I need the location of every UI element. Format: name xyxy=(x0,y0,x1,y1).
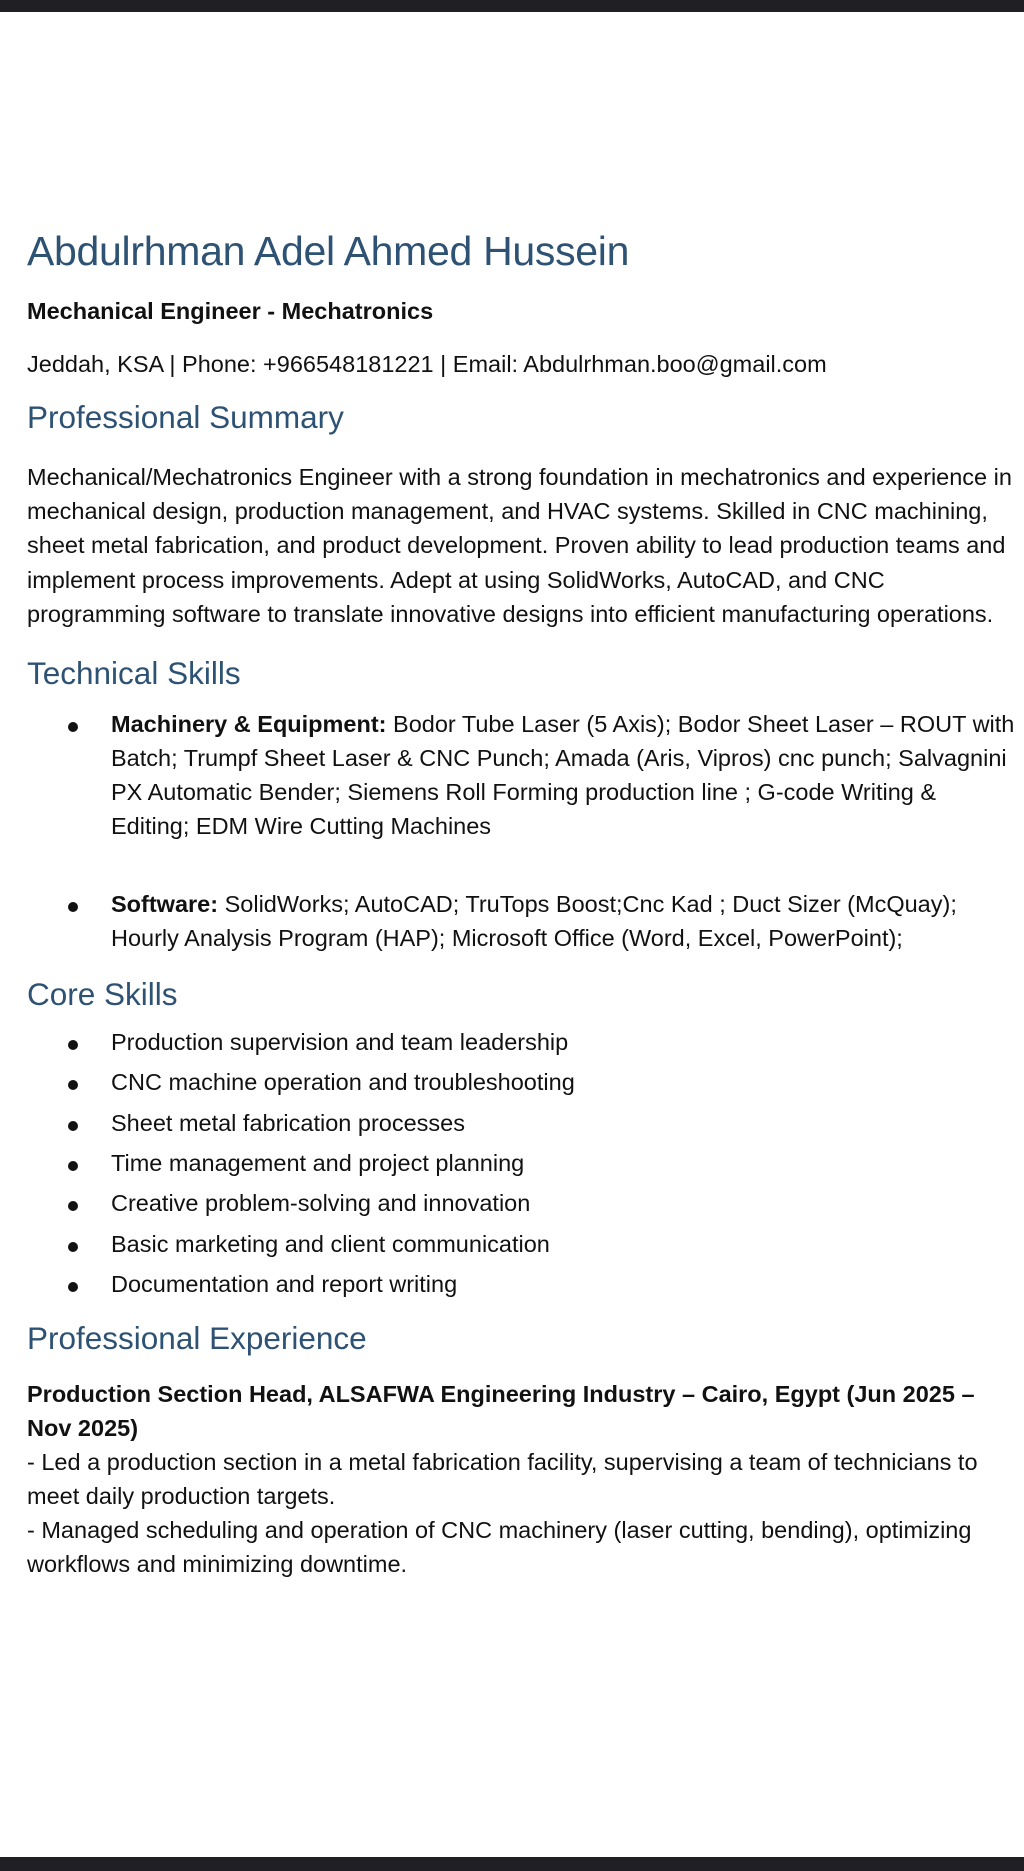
bullet-icon xyxy=(68,722,78,732)
core-skill-item xyxy=(27,1183,1017,1223)
core-skill-item xyxy=(27,1022,1017,1062)
technical-skill-text: Bodor Tube Laser (5 Axis); Bodor Sheet Laser – ROUT with Batch; Trumpf Sheet Laser & CNC Punch; Amada (Aris, Vipros) cnc punch; Salvagnini PX Automatic Bender; Siemens Roll Forming production line ; G-code Writing & Editing; EDM Wire Cutting Machines xyxy=(111,711,1015,840)
core-skill-text: CNC machine operation and troubleshooting xyxy=(111,1069,575,1096)
experience-bullet: - Managed scheduling and operation of CNC machinery (laser cutting, bending), optimizing workflows and minimizing downtime. xyxy=(27,1517,972,1578)
technical-skill-text: SolidWorks; AutoCAD; TruTops Boost;Cnc Kad ; Duct Sizer (McQuay); Hourly Analysis Program (HAP); Microsoft Office (Word, Excel, PowerPoint); xyxy=(111,891,957,952)
technical-skill-label: Software: xyxy=(111,891,219,918)
bullet-icon xyxy=(68,1080,78,1090)
candidate-name: Abdulrhman Adel Ahmed Hussein xyxy=(27,228,630,274)
bottom-frame-bar xyxy=(0,1857,1024,1871)
job-title-line: Mechanical Engineer - Mechatronics xyxy=(27,298,434,324)
technical-skills-heading: Technical Skills xyxy=(27,655,241,692)
experience-heading: Professional Experience xyxy=(27,1320,367,1357)
core-skill-text: Creative problem-solving and innovation xyxy=(111,1190,531,1217)
core-skill-text: Time management and project planning xyxy=(111,1149,525,1176)
core-skill-text: Sheet metal fabrication processes xyxy=(111,1109,465,1136)
core-skill-item xyxy=(27,1264,1017,1304)
core-skill-text: Documentation and report writing xyxy=(111,1270,458,1297)
top-frame-bar xyxy=(0,0,1024,12)
technical-skill-item xyxy=(27,887,1017,955)
bullet-icon xyxy=(68,1201,78,1211)
summary-text: Mechanical/Mechatronics Engineer with a strong foundation in mechatronics and experience in mechanical design, production management, and HVAC systems. Skilled in CNC machining, sheet metal fabrication, and product development. Proven ability to lead production teams and implement process improvements. Adept at using SolidWorks, AutoCAD, and CNC programming software to translate innovative designs into efficient manufacturing operations. xyxy=(27,464,1012,627)
experience-bullet: - Led a production section in a metal fabrication facility, supervising a team of technicians to meet daily production targets. xyxy=(27,1449,978,1510)
core-skills-list xyxy=(27,1022,1017,1304)
core-skill-item xyxy=(27,1143,1017,1183)
core-skill-item xyxy=(27,1224,1017,1264)
core-skill-text: Production supervision and team leadership xyxy=(111,1029,569,1056)
core-skills-heading: Core Skills xyxy=(27,976,178,1013)
summary-heading: Professional Summary xyxy=(27,399,344,435)
technical-skill-item xyxy=(27,707,1017,843)
bullet-icon xyxy=(68,1242,78,1252)
bullet-icon xyxy=(68,1161,78,1171)
core-skill-item xyxy=(27,1103,1017,1143)
bullet-icon xyxy=(68,902,78,912)
core-skill-text: Basic marketing and client communication xyxy=(111,1230,550,1257)
bullet-icon xyxy=(68,1282,78,1292)
experience-job-title: Production Section Head, ALSAFWA Engineering Industry – Cairo, Egypt (Jun 2025 – Nov 2025) xyxy=(27,1381,975,1442)
bullet-icon xyxy=(68,1040,78,1050)
contact-line: Jeddah, KSA | Phone: +966548181221 | Email: Abdulrhman.boo@gmail.com xyxy=(27,351,827,377)
technical-skills-list xyxy=(27,707,1017,955)
core-skill-item xyxy=(27,1062,1017,1102)
bullet-icon xyxy=(68,1121,78,1131)
resume-document xyxy=(27,222,1017,1581)
technical-skill-label: Machinery & Equipment: xyxy=(111,711,387,738)
